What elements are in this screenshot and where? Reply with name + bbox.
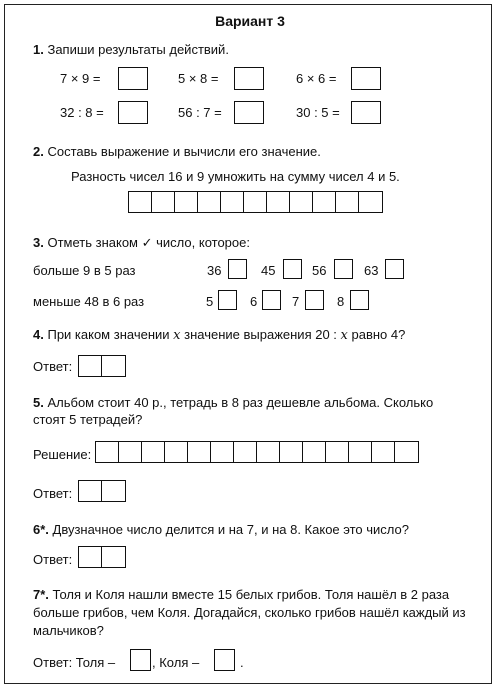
task6-text: Двузначное число делится и на 7, и на 8. Какое это число? [52, 522, 409, 537]
variable-x: x [340, 328, 348, 343]
task7-text-line1: Толя и Коля нашли вместе 15 белых грибов. Толя нашёл в 2 раза [52, 587, 450, 602]
task1-expr: 30 : 5 = [296, 105, 340, 120]
option-checkbox[interactable] [385, 259, 404, 279]
task3-number: 3. [33, 235, 44, 250]
solution-label: Решение: [33, 447, 92, 462]
task4-text-a: При каком значении [47, 327, 170, 342]
answer-box-tolya[interactable] [130, 649, 151, 671]
option-checkbox[interactable] [262, 290, 281, 310]
option-checkbox[interactable] [334, 259, 353, 279]
answer-box[interactable] [118, 101, 148, 124]
page-title: Вариант 3 [215, 13, 285, 29]
answer-box[interactable] [351, 101, 381, 124]
variable-x: x [173, 328, 181, 343]
task2-subtext: Разность чисел 16 и 9 умножить на сумму чисел 4 и 5. [71, 169, 400, 184]
answer-label: Ответ: [33, 486, 73, 501]
task6-number: 6*. [33, 522, 49, 537]
answer-box[interactable] [234, 101, 264, 124]
task2-text: Составь выражение и вычисли его значение. [47, 144, 321, 159]
task5-solution-cells[interactable] [95, 441, 419, 463]
option-label: 63 [364, 263, 379, 278]
task5-answer-cells[interactable] [78, 480, 126, 502]
task1-expr: 7 × 9 = [60, 71, 101, 86]
answer-box[interactable] [234, 67, 264, 90]
task6-heading [33, 522, 409, 537]
task1-text: Запиши результаты действий. [47, 42, 229, 57]
option-checkbox[interactable] [350, 290, 369, 310]
task1-expr: 32 : 8 = [60, 105, 104, 120]
option-checkbox[interactable] [218, 290, 237, 310]
option-label: 6 [250, 294, 258, 309]
option-label: 5 [206, 294, 214, 309]
task7-number: 7*. [33, 587, 49, 602]
task1-expr: 6 × 6 = [296, 71, 337, 86]
task3-text-a: Отметь знаком [47, 235, 138, 250]
answer-label-kolya: , Коля – [152, 655, 200, 670]
option-label: 56 [312, 263, 327, 278]
task5-text-line1: Альбом стоит 40 р., тетрадь в 8 раз дешевле альбома. Сколько [47, 395, 434, 410]
option-label: 36 [207, 263, 222, 278]
task2-number: 2. [33, 144, 44, 159]
task2-answer-cells[interactable] [128, 191, 383, 213]
answer-label-tolya: Ответ: Толя – [33, 655, 116, 670]
answer-box[interactable] [351, 67, 381, 90]
task1-heading [33, 42, 229, 57]
task3-text-b: число, которое: [156, 235, 250, 250]
task5-number: 5. [33, 395, 44, 410]
answer-period: . [240, 655, 244, 670]
task6-answer-cells[interactable] [78, 546, 126, 568]
task7-line1 [33, 587, 449, 602]
option-label: 7 [292, 294, 300, 309]
option-label: 8 [337, 294, 345, 309]
option-checkbox[interactable] [283, 259, 302, 279]
answer-label: Ответ: [33, 552, 73, 567]
task2-heading [33, 144, 321, 159]
task3-row2-label: меньше 48 в 6 раз [33, 294, 145, 309]
answer-box[interactable] [118, 67, 148, 90]
task3-heading [33, 235, 250, 251]
task5-line1 [33, 395, 433, 410]
task4-number: 4. [33, 327, 44, 342]
option-checkbox[interactable] [228, 259, 247, 279]
task5-text-line2: стоят 5 тетрадей? [33, 412, 143, 427]
option-checkbox[interactable] [305, 290, 324, 310]
answer-box-kolya[interactable] [214, 649, 235, 671]
answer-label: Ответ: [33, 359, 73, 374]
task1-expr: 5 × 8 = [178, 71, 219, 86]
task4-heading [33, 327, 405, 343]
task3-row1-label: больше 9 в 5 раз [33, 263, 136, 278]
check-mark-icon: ✓ [141, 236, 153, 251]
task1-number: 1. [33, 42, 44, 57]
task4-text-c: равно 4? [351, 327, 406, 342]
task4-answer-cells[interactable] [78, 355, 126, 377]
task7-text-line3: мальчиков? [33, 623, 104, 638]
option-label: 45 [261, 263, 276, 278]
task7-text-line2: больше грибов, чем Коля. Догадайся, сколько грибов нашёл каждый из [33, 605, 466, 620]
task4-text-b: значение выражения 20 : [184, 327, 337, 342]
task1-expr: 56 : 7 = [178, 105, 222, 120]
